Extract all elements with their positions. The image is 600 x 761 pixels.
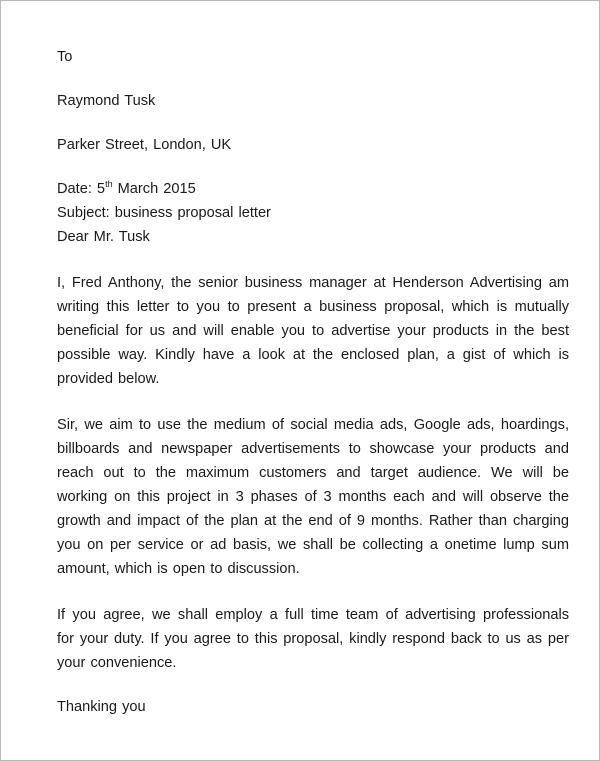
date-rest: March 2015 xyxy=(112,181,196,197)
paragraph-line: beneficial for us and will enable you to advertise your products in the best xyxy=(57,323,569,339)
date-label: Date: 5 xyxy=(57,181,106,197)
paragraph-line: for your duty. If you agree to this proposal, kindly respond back to us as per xyxy=(57,631,569,647)
paragraph-line: growth and impact of the plan at the end of 9 months. Rather than charging xyxy=(57,513,569,529)
paragraph-line: provided below. xyxy=(57,371,160,387)
spacer xyxy=(57,675,569,695)
paragraph-line: you on per service or ad basis, we shall be collecting a onetime lump sum xyxy=(57,537,569,553)
spacer xyxy=(57,391,569,413)
letter-body xyxy=(57,45,569,719)
to-label: To xyxy=(57,49,73,65)
paragraph-line: reach out to the maximum customers and target audience. We will be xyxy=(57,465,569,481)
recipient-address: Parker Street, London, UK xyxy=(57,137,232,153)
paragraph-plan xyxy=(57,413,569,581)
paragraph-line: amount, which is open to discussion. xyxy=(57,561,300,577)
spacer xyxy=(57,113,569,133)
paragraph-line: writing this letter to you to present a business proposal, which is mutually xyxy=(57,299,569,315)
paragraph-line: your convenience. xyxy=(57,655,177,671)
paragraph-agreement xyxy=(57,603,569,675)
paragraph-intro xyxy=(57,271,569,391)
paragraph-line: billboards and newspaper advertisements to showcase your products and xyxy=(57,441,569,457)
closing: Thanking you xyxy=(57,699,146,715)
letter-date xyxy=(57,177,569,201)
spacer xyxy=(57,157,569,177)
recipient-name: Raymond Tusk xyxy=(57,93,156,109)
paragraph-line: Sir, we aim to use the medium of social media ads, Google ads, hoardings, xyxy=(57,417,569,433)
spacer xyxy=(57,69,569,89)
paragraph-line: If you agree, we shall employ a full time team of advertising professionals xyxy=(57,607,569,623)
date-ordinal: th xyxy=(105,179,113,189)
paragraph-line: possible way. Kindly have a look at the enclosed plan, a gist of which is xyxy=(57,347,569,363)
salutation: Dear Mr. Tusk xyxy=(57,229,150,245)
paragraph-line: working on this project in 3 phases of 3 months each and will observe the xyxy=(57,489,569,505)
spacer xyxy=(57,249,569,271)
spacer xyxy=(57,581,569,603)
paragraph-line: I, Fred Anthony, the senior business manager at Henderson Advertising am xyxy=(57,275,569,291)
letter-subject: Subject: business proposal letter xyxy=(57,205,271,221)
